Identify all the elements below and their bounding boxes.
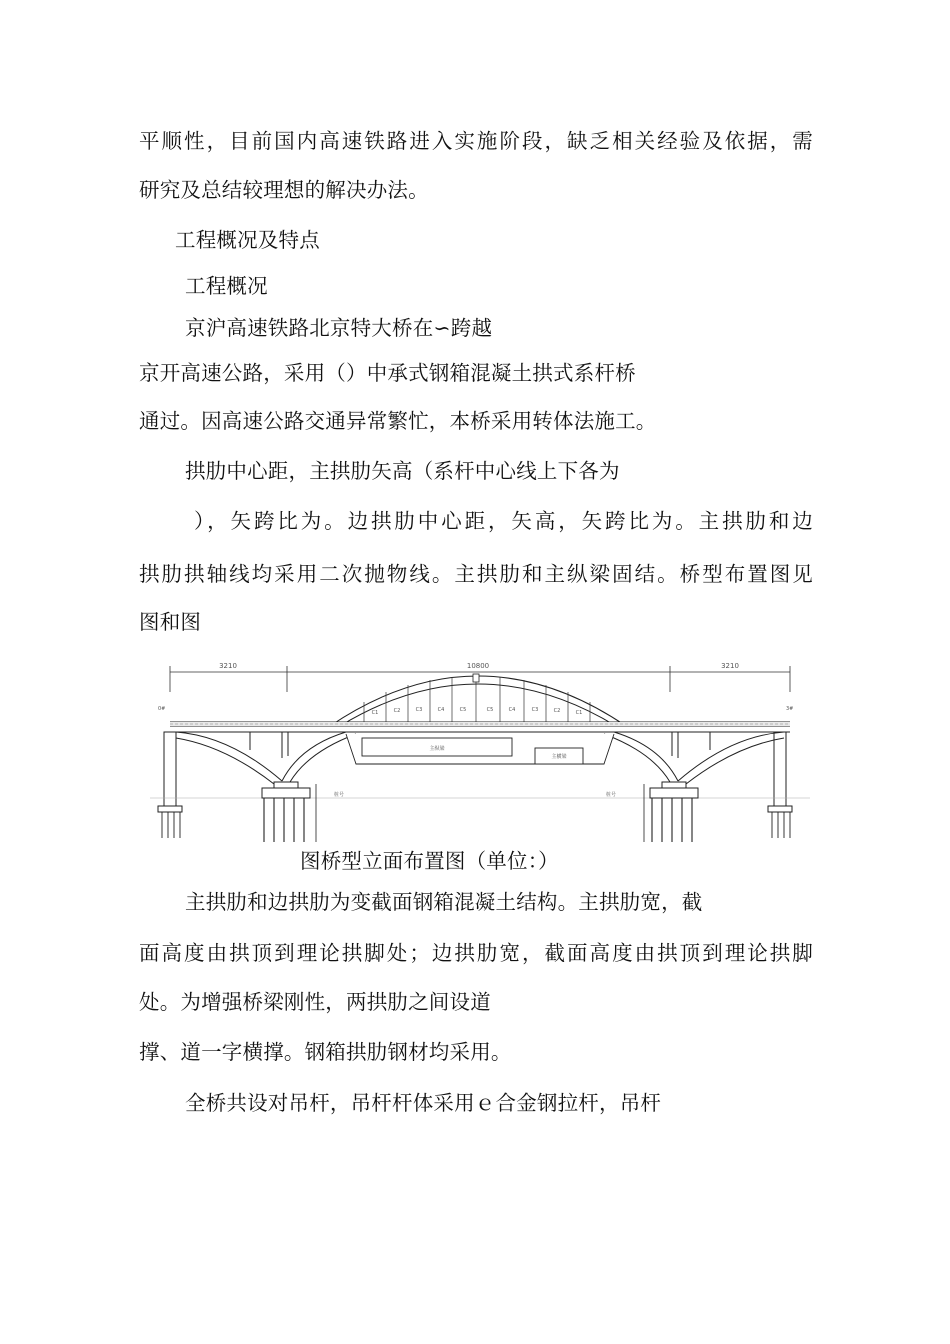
hanger-label: C1	[371, 710, 379, 716]
hanger-label: C1	[575, 710, 583, 716]
hanger-label: C3	[415, 707, 423, 713]
section-heading: 工程概况及特点	[175, 228, 320, 252]
text-line: 拱肋中心距，主拱肋矢高（系杆中心线上下各为	[185, 459, 620, 483]
hanger-label: C5	[459, 707, 467, 713]
hanger-label: C4	[508, 707, 516, 713]
text-line: 主拱肋和边拱肋为变截面钢箱混凝土结构。主拱肋宽，截	[185, 890, 703, 914]
hanger-label: C3	[531, 707, 539, 713]
stake-label: 桩号	[606, 792, 617, 798]
text-line: 研究及总结较理想的解决办法。	[139, 178, 429, 202]
text-line: 平顺性，目前国内高速铁路进入实施阶段，缺乏相关经验及依据，需	[139, 129, 813, 153]
text-line: 图和图	[139, 610, 202, 634]
text-line: ），矢跨比为。边拱肋中心距，矢高，矢跨比为。主拱肋和边	[194, 509, 813, 533]
end-label: 3#	[786, 706, 794, 712]
text-line: 京沪高速铁路北京特大桥在∽跨越	[185, 316, 493, 340]
subsection-heading: 工程概况	[185, 274, 268, 298]
text-line: 通过。因高速公路交通异常繁忙，本桥采用转体法施工。	[139, 409, 657, 433]
hanger-label: C2	[553, 708, 561, 714]
hanger-label: C4	[437, 707, 445, 713]
box-label: 主纵梁	[429, 746, 445, 752]
end-label: 0#	[158, 706, 166, 712]
bridge-elevation-drawing	[150, 656, 810, 846]
text-line: 面高度由拱顶到理论拱脚处；边拱肋宽，截面高度由拱顶到理论拱脚	[139, 941, 813, 965]
hanger-label: C2	[393, 708, 401, 714]
dim-label: 3210	[219, 662, 237, 670]
text-line: 拱肋拱轴线均采用二次抛物线。主拱肋和主纵梁固结。桥型布置图见	[139, 562, 813, 586]
hanger-label: C5	[486, 707, 494, 713]
figure-caption: 图桥型立面布置图（单位：）	[300, 849, 559, 873]
box-label: 主横梁	[551, 754, 567, 760]
dim-label: 10800	[466, 662, 490, 670]
dim-label: 3210	[721, 662, 739, 670]
text-line: 处。为增强桥梁刚性，两拱肋之间设道	[139, 990, 491, 1014]
text-line: 撑、道一字横撑。钢箱拱肋钢材均采用。	[139, 1040, 512, 1064]
stake-label: 桩号	[334, 792, 345, 798]
text-line: 京开高速公路，采用（）中承式钢箱混凝土拱式系杆桥	[139, 361, 636, 385]
text-line: 全桥共设对吊杆，吊杆杆体采用ｅ合金钢拉杆，吊杆	[185, 1091, 662, 1115]
